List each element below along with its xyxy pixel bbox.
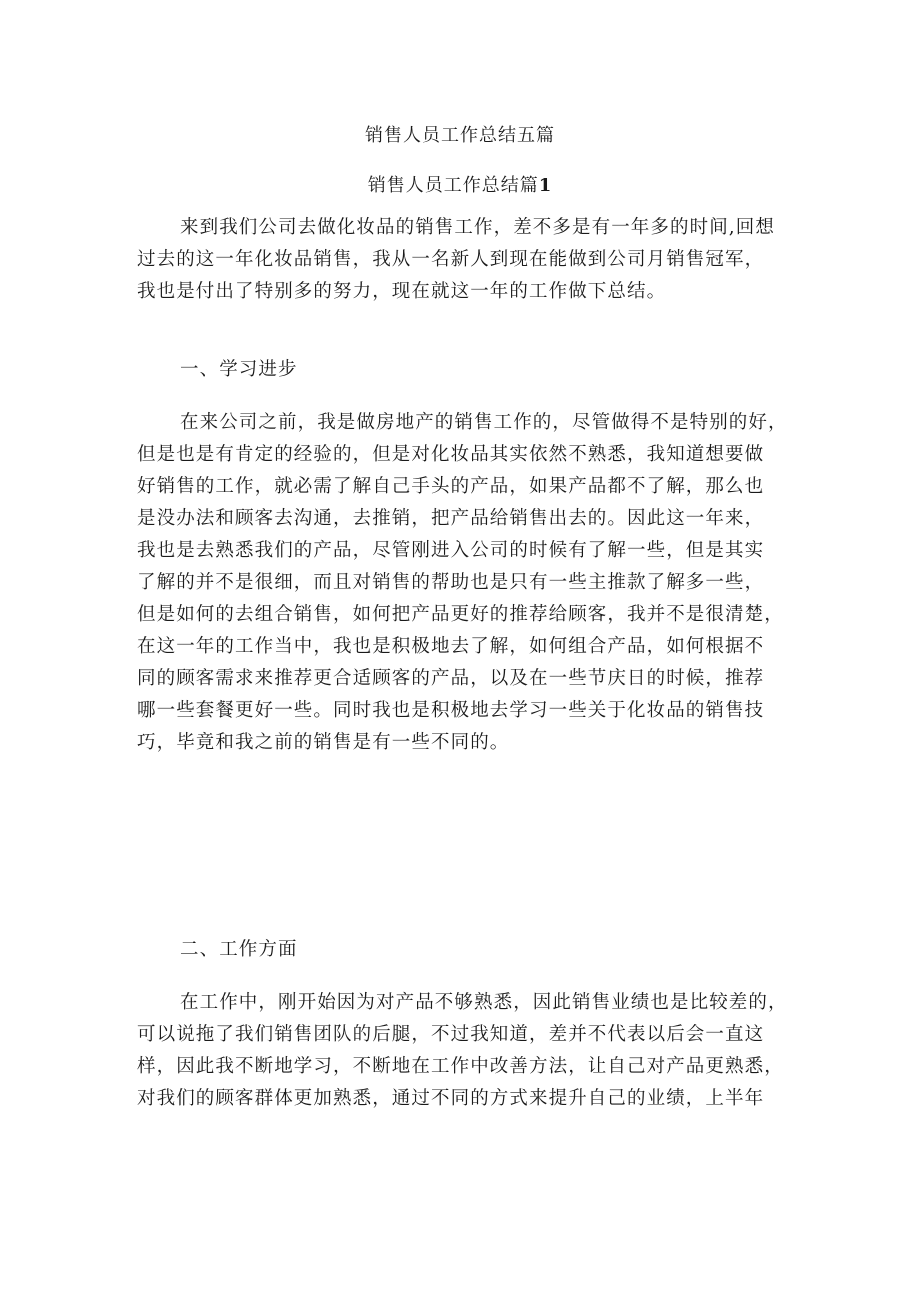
paragraph-line: 我也是去熟悉我们的产品，尽管刚进入公司的时候有了解一些，但是其实 <box>137 540 765 561</box>
paragraph-line: 但是如何的去组合销售，如何把产品更好的推荐给顾客，我并不是很清楚， <box>137 604 784 625</box>
paragraph-line: 在这一年的工作当中，我也是积极地去了解，如何组合产品，如何根据不 <box>137 636 765 657</box>
paragraph-line: 好销售的工作，就必需了解自己手头的产品，如果产品都不了解，那么也 <box>137 476 765 497</box>
heading-work-aspects <box>137 934 797 966</box>
paragraph-line: 巧，毕竟和我之前的销售是有一些不同的。 <box>137 732 510 753</box>
heading-text: 一、学习进步 <box>180 359 298 380</box>
paragraph-line: 哪一些套餐更好一些。同时我也是积极地去学习一些关于化妆品的销售技 <box>137 700 765 721</box>
paragraph-intro <box>137 212 797 308</box>
paragraph-line: 对我们的顾客群体更加熟悉，通过不同的方式来提升自己的业绩，上半年 <box>137 1088 765 1109</box>
paragraph-line: 样，因此我不断地学习，不断地在工作中改善方法，让自己对产品更熟悉， <box>137 1056 784 1077</box>
paragraph-line: 来到我们公司去做化妆品的销售工作，差不多是有一年多的时间,回想 <box>180 217 775 238</box>
document-title: 销售人员工作总结五篇 <box>365 125 555 146</box>
paragraph-work <box>137 987 797 1115</box>
paragraph-line: 同的顾客需求来推荐更合适顾客的产品，以及在一些节庆日的时候，推荐 <box>137 668 765 689</box>
paragraph-line: 了解的并不是很细，而且对销售的帮助也是只有一些主推款了解多一些， <box>137 572 765 593</box>
heading-text: 二、工作方面 <box>180 939 298 960</box>
paragraph-line: 过去的这一年化妆品销售，我从一名新人到现在能做到公司月销售冠军， <box>137 249 765 270</box>
section-title-text: 销售人员工作总结篇 <box>367 175 539 196</box>
paragraph-line: 我也是付出了特别多的努力，现在就这一年的工作做下总结。 <box>137 281 667 302</box>
heading-study-progress <box>137 354 797 386</box>
paragraph-study <box>137 407 797 759</box>
paragraph-line: 是没办法和顾客去沟通，去推销，把产品给销售出去的。因此这一年来， <box>137 508 765 529</box>
section-title <box>0 171 920 197</box>
section-number: 1 <box>538 175 553 196</box>
paragraph-line: 在来公司之前，我是做房地产的销售工作的，尽管做得不是特别的好， <box>180 412 788 433</box>
paragraph-line: 可以说拖了我们销售团队的后腿，不过我知道，差并不代表以后会一直这 <box>137 1024 765 1045</box>
paragraph-line: 但是也是有肯定的经验的，但是对化妆品其实依然不熟悉，我知道想要做 <box>137 444 765 465</box>
paragraph-line: 在工作中，刚开始因为对产品不够熟悉，因此销售业绩也是比较差的， <box>180 992 788 1013</box>
